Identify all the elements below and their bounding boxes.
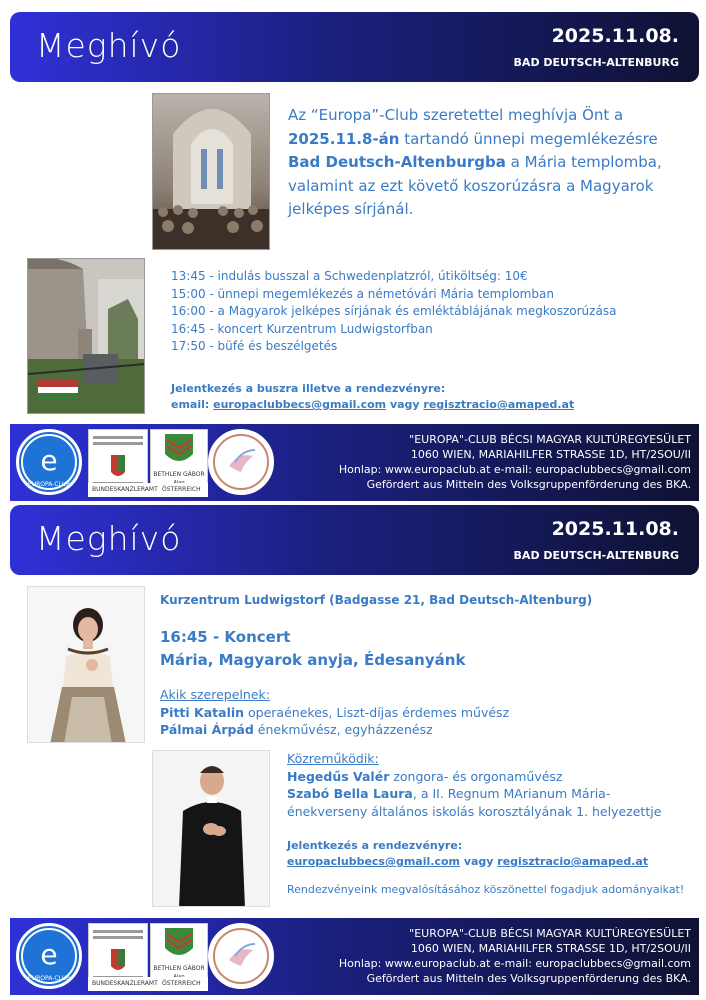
europa-club-logo-icon: [19, 432, 79, 492]
intro-place: Bad Deutsch-Altenburgba: [288, 153, 506, 171]
contributors-block: [287, 750, 667, 820]
contributor-2: [287, 785, 667, 820]
email-link-1[interactable]: europaclubbecs@gmail.com: [287, 855, 460, 868]
contributor-1: [287, 768, 667, 786]
banner-place: BAD DEUTSCH-ALTENBURG: [513, 56, 679, 69]
bka-logo: [88, 483, 208, 497]
banner-date: 2025.11.08.: [551, 518, 679, 540]
contributor-1-desc: zongora- és orgonaművész: [389, 768, 563, 784]
schedule-item: 17:50 - büfé és beszélgetés: [171, 339, 338, 353]
registration-emails-2: [287, 854, 687, 870]
footer-contact: Honlap: www.europaclub.at e-mail: europaclubbecs@gmail.com: [338, 957, 691, 970]
amaped-logo: [208, 923, 274, 989]
footer-funding: Gefördert aus Mitteln des Volksgruppenförderung des BKA.: [366, 478, 691, 491]
email-prefix: email:: [171, 398, 214, 411]
concert-heading: [160, 626, 465, 672]
registration-label-2: Jelentkezés a rendezvényre:: [287, 839, 463, 852]
performer-2: [160, 721, 509, 739]
email-or: vagy: [460, 855, 498, 868]
footer-address: 1060 WIEN, MARIAHILFER STRASSE 1D, HT/2SOU/II: [410, 942, 691, 955]
performers-block: [160, 686, 509, 739]
schedule-item: 15:00 - ünnepi megemlékezés a németóvári Mária templomban: [171, 286, 554, 301]
memorial-image: [28, 259, 145, 414]
intro-part2: tartandó ünnepi megemlékezésre: [399, 129, 658, 148]
memorial-photo: [27, 258, 145, 414]
organist-photo: [152, 750, 270, 907]
email-link-1[interactable]: europaclubbecs@gmail.com: [213, 398, 387, 411]
intro-part1: Az “Europa”-Club szeretettel meghívja Önt a: [288, 106, 624, 124]
schedule-item: 16:00 - a Magyarok jelképes sírjának és emléktáblájának megkoszorúzása: [171, 304, 617, 318]
bka-logo: [88, 977, 208, 991]
email-link-2[interactable]: regisztracio@amaped.at: [423, 398, 575, 411]
performer-1-desc: operaénekes, Liszt-díjas érdemes művész: [244, 704, 510, 720]
footer-address: 1060 WIEN, MARIAHILFER STRASSE 1D, HT/2SOU/II: [410, 448, 691, 461]
bka-label: BUNDESKANZLERAMT: [92, 486, 158, 493]
intro-date: 2025.11.8-án: [288, 129, 400, 148]
performers-label: Akik szerepelnek:: [160, 687, 270, 702]
footer-org-name: "EUROPA"-CLUB BÉCSI MAGYAR KULTÚREGYESÜLET: [409, 927, 691, 940]
amaped-dove-icon: [211, 432, 271, 492]
footer-bottom: [10, 918, 699, 995]
schedule-list: [171, 268, 641, 356]
performer-2-desc: énekművész, egyházzenész: [253, 722, 433, 737]
bka-label: BUNDESKANZLERAMT: [92, 980, 158, 987]
footer-info: [339, 926, 691, 986]
svg-text:EUROPA-CLUB: EUROPA-CLUB: [27, 975, 71, 982]
intro-part3: a Mária templomba, valamint az ezt követő koszorúzásra a Magyarok jelképes sírjánál.: [288, 153, 662, 218]
organist-image: [153, 751, 270, 907]
svg-text:e: e: [40, 938, 58, 971]
performer-1-name: Pitti Katalin: [160, 704, 245, 720]
amaped-logo: [208, 429, 274, 495]
registration-label: Jelentkezés a buszra illetve a rendezvényre:: [171, 382, 446, 395]
svg-text:BETHLEN GÁBOR: BETHLEN GÁBOR: [153, 965, 205, 972]
intro-text: [288, 104, 668, 222]
banner-bottom: [10, 505, 699, 575]
registration-block-2: [287, 838, 687, 870]
banner-place: BAD DEUTSCH-ALTENBURG: [513, 549, 679, 562]
venue-text: Kurzentrum Ludwigstorf (Badgasse 21, Bad Deutsch-Altenburg): [160, 593, 593, 607]
contributors-label: Közreműködik:: [287, 751, 379, 766]
osterreich-label: ÖSTERREICH: [162, 486, 201, 493]
contributor-2-name: Szabó Bella Laura: [287, 786, 413, 801]
church-interior-photo: [152, 93, 270, 250]
europa-club-logo-icon: [19, 926, 79, 986]
banner-date: 2025.11.08.: [551, 25, 679, 47]
contributor-2-desc: , a II. Regnum MArianum Mária-énekverseny általános iskolás korosztályának 1. helyezettje: [287, 786, 662, 819]
registration-block: [171, 381, 691, 413]
performer-2-name: Pálmai Árpád: [160, 722, 254, 737]
church-interior-image: [153, 94, 270, 250]
concert-time: 16:45 - Koncert: [160, 628, 291, 646]
footer-top: [10, 424, 699, 501]
donation-thanks: Rendezvényeink megvalósításához köszönettel fogadjuk adományaikat!: [287, 883, 685, 896]
contributor-1-name: Hegedűs Valér: [287, 768, 390, 784]
singer-image: [28, 587, 145, 743]
performer-1: [160, 704, 509, 722]
svg-text:EUROPA-CLUB: EUROPA-CLUB: [27, 481, 71, 488]
email-link-2[interactable]: regisztracio@amaped.at: [497, 855, 649, 868]
footer-org-name: "EUROPA"-CLUB BÉCSI MAGYAR KULTÚREGYESÜLET: [409, 433, 691, 446]
email-or: vagy: [386, 398, 424, 411]
schedule-item: 16:45 - koncert Kurzentrum Ludwigstorfban: [171, 321, 433, 336]
amaped-dove-icon: [211, 926, 271, 986]
concert-title: Mária, Magyarok anyja, Édesanyánk: [160, 651, 466, 669]
banner-title: Meghívó: [36, 26, 182, 65]
footer-contact: Honlap: www.europaclub.at e-mail: europaclubbecs@gmail.com: [338, 463, 691, 476]
europa-club-logo: [16, 429, 82, 495]
singer-photo: [27, 586, 145, 743]
footer-info: [339, 432, 691, 492]
banner-top: [10, 12, 699, 82]
svg-text:BETHLEN GÁBOR: BETHLEN GÁBOR: [153, 471, 205, 478]
banner-title: Meghívó: [36, 519, 182, 558]
schedule-item: 13:45 - indulás busszal a Schwedenplatzról, útiköltség: 10€: [171, 269, 528, 283]
registration-emails: [171, 397, 691, 413]
footer-funding: Gefördert aus Mitteln des Volksgruppenförderung des BKA.: [366, 972, 691, 985]
osterreich-label: ÖSTERREICH: [162, 980, 201, 987]
europa-club-logo: [16, 923, 82, 989]
svg-text:e: e: [40, 444, 58, 477]
